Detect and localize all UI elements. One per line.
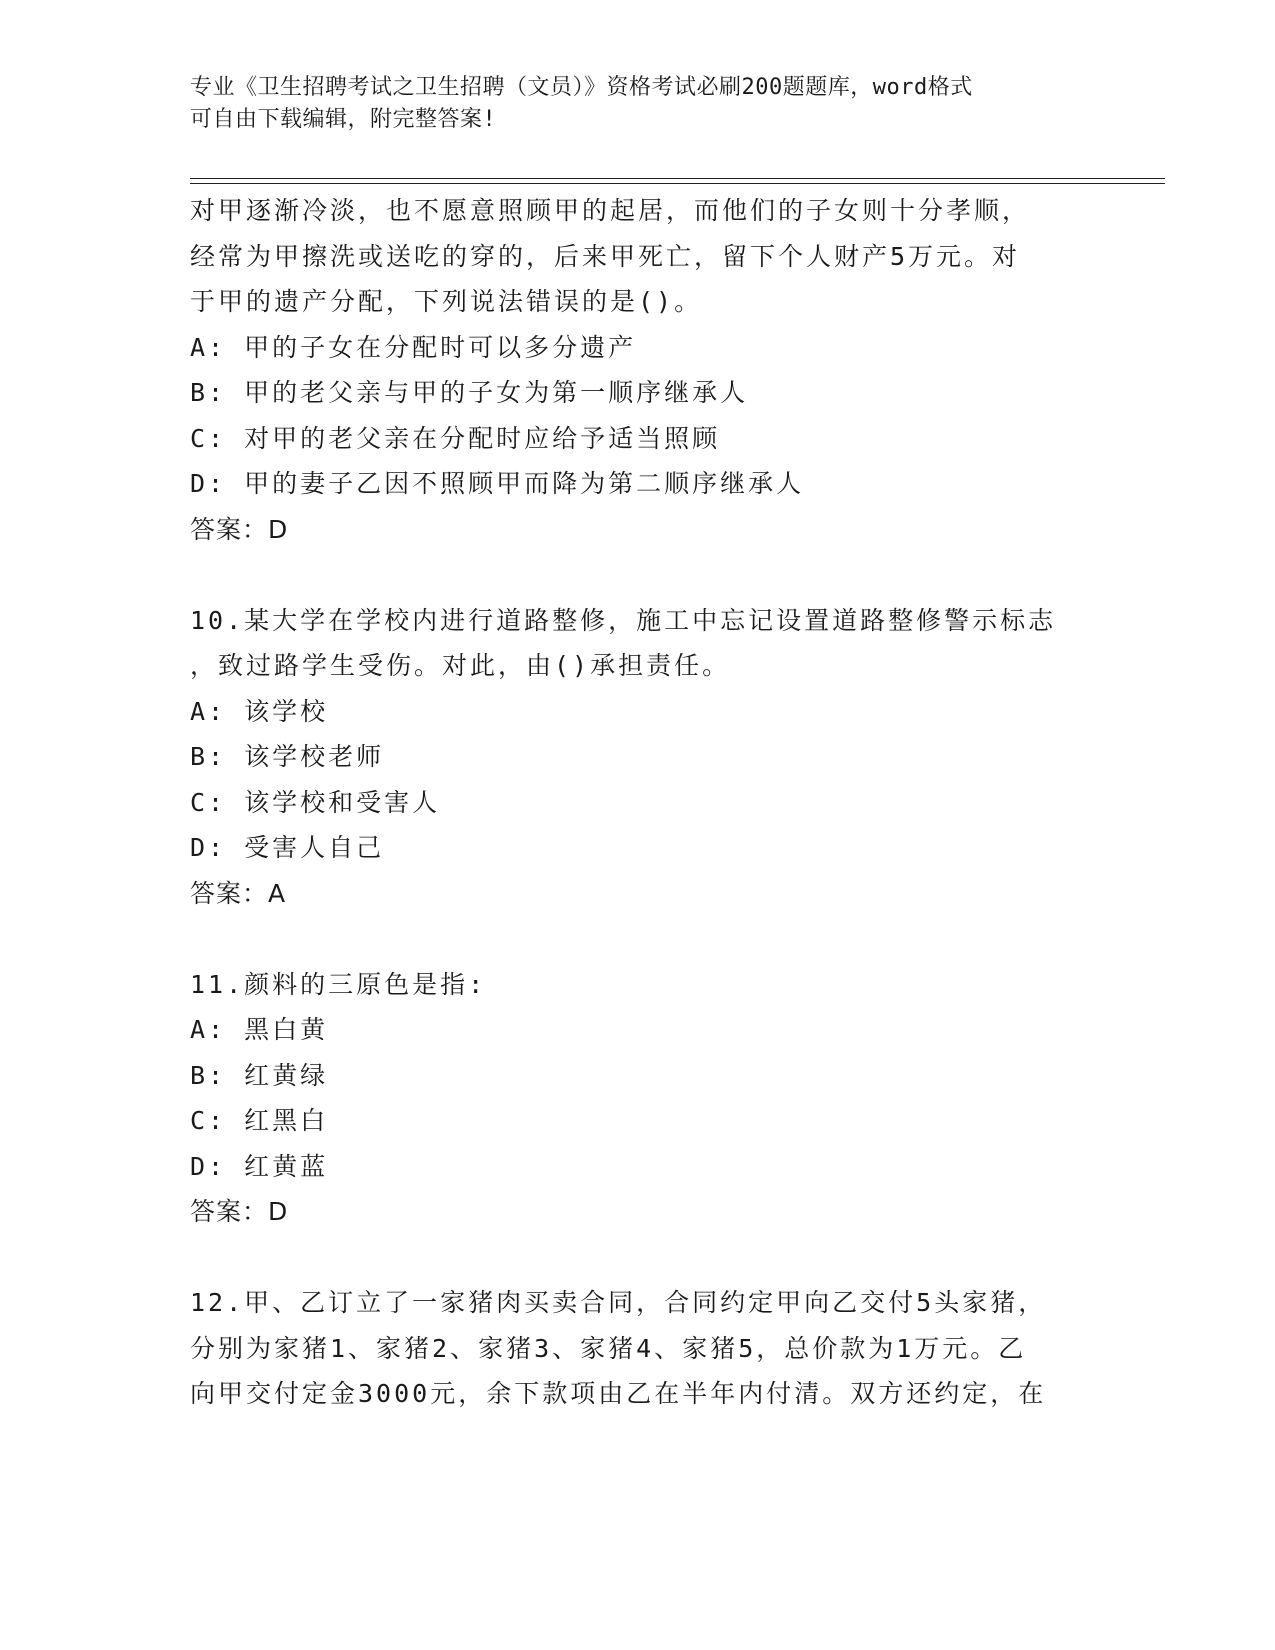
question-stem-line: 向甲交付定金3000元，余下款项由乙在半年内付清。双方还约定，在 xyxy=(190,1379,1047,1408)
option-c: C: 该学校和受害人 xyxy=(190,787,441,817)
option-a: A: 黑白黄 xyxy=(190,1015,329,1044)
header-divider-bottom xyxy=(190,183,1165,184)
option-a: A: 甲的子女在分配时可以多分遗产 xyxy=(190,332,637,362)
question-12 xyxy=(190,1280,1090,1417)
question-stem-line: 12.甲、乙订立了一家猪肉买卖合同，合同约定甲向乙交付5头家猪， xyxy=(190,1288,1047,1317)
option-b: B: 该学校老师 xyxy=(190,742,385,771)
question-stem-line: 对甲逐渐冷淡，也不愿意照顾甲的起居，而他们的子女则十分孝顺， xyxy=(190,196,1031,225)
answer-label: 答案：D xyxy=(190,514,289,544)
answer-label: 答案：D xyxy=(190,1197,289,1226)
header-divider-top xyxy=(190,178,1165,179)
option-c: C: 红黑白 xyxy=(190,1106,329,1135)
option-d: D: 受害人自己 xyxy=(190,833,385,862)
option-d: D: 甲的妻子乙因不照顾甲而降为第二顺序继承人 xyxy=(190,469,805,498)
question-content xyxy=(190,188,1090,1417)
option-c: C: 对甲的老父亲在分配时应给予适当照顾 xyxy=(190,423,721,453)
question-spacer xyxy=(190,1235,1090,1281)
question-stem-line: 10.某大学在学校内进行道路整修，施工中忘记设置道路整修警示标志 xyxy=(190,605,1057,635)
question-11 xyxy=(190,962,1090,1235)
question-stem-line: 于甲的遗产分配，下列说法错误的是()。 xyxy=(190,287,703,316)
answer-label: 答案：A xyxy=(190,878,287,908)
header-line-2: 可自由下载编辑，附完整答案! xyxy=(190,107,497,132)
option-a: A: 该学校 xyxy=(190,696,329,726)
question-10 xyxy=(190,598,1090,917)
option-d: D: 红黄蓝 xyxy=(190,1151,329,1181)
document-header xyxy=(190,72,1090,136)
question-stem-line: ，致过路学生受伤。对此，由()承担责任。 xyxy=(190,651,731,680)
question-stem-line: 11.颜料的三原色是指: xyxy=(190,969,487,999)
option-b: B: 红黄绿 xyxy=(190,1060,329,1090)
header-line-1: 专业《卫生招聘考试之卫生招聘（文员）》资格考试必刷200题题库，word格式 xyxy=(190,75,973,100)
question-spacer xyxy=(190,552,1090,598)
question-stem-line: 经常为甲擦洗或送吃的穿的，后来甲死亡，留下个人财产5万元。对 xyxy=(190,241,1021,271)
option-b: B: 甲的老父亲与甲的子女为第一顺序继承人 xyxy=(190,378,749,407)
question-spacer xyxy=(190,916,1090,962)
question-stem-line: 分别为家猪1、家猪2、家猪3、家猪4、家猪5，总价款为1万元。乙 xyxy=(190,1333,1027,1363)
question-9 xyxy=(190,188,1090,552)
